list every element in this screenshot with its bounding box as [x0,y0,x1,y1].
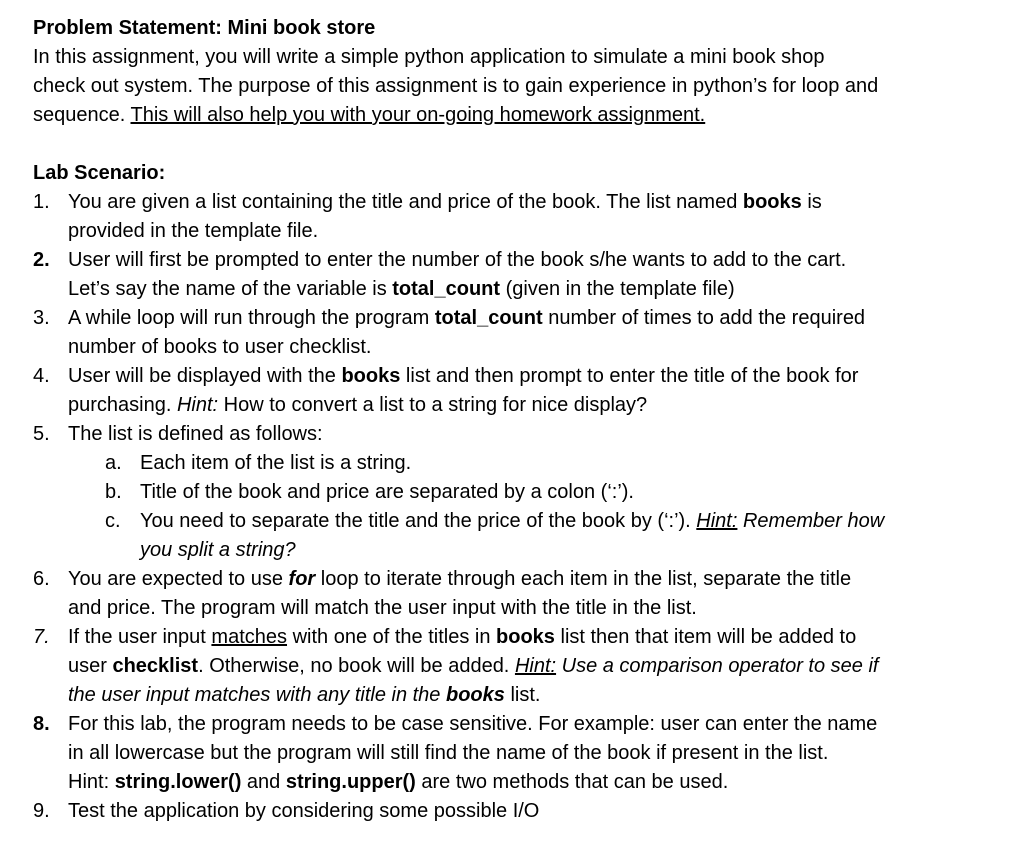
matches-word: matches [211,626,288,648]
item-text: provided in the template file. [68,220,319,242]
item-text: . Otherwise, no book will be added. [198,655,515,677]
item-text: The list is defined as follows: [68,423,323,445]
hint-label: Hint: [696,510,738,532]
problem-line-3 [33,101,993,130]
item-text: list then that item will be added to [554,626,857,648]
list-item-4 [33,362,993,420]
books-keyword: books [496,626,555,648]
lower-method: string.lower() [114,771,242,793]
item-number: 7. [33,626,50,648]
item-text: loop to iterate through each item in the list, separate the title [315,568,852,590]
paragraph-gap [33,130,993,159]
item-text: user [68,655,113,677]
sub-item-letter: a. [105,452,122,474]
lab-scenario-heading: Lab Scenario: [33,162,166,184]
item-number: 4. [33,365,50,387]
item-text: with one of the titles in [287,626,497,648]
item-text: For this lab, the program needs to be case sensitive. For example: user can enter the name [68,713,878,735]
item-number: 2. [33,249,50,271]
item-number: 1. [33,191,50,213]
item-text: How to convert a list to a string for nice display? [218,394,648,416]
problem-line-3-prefix: sequence. [33,104,131,126]
problem-line-2: check out system. The purpose of this assignment is to gain experience in python’s for loop and [33,75,879,97]
item-text: User will be displayed with the [68,365,342,387]
sub-item-letter: c. [105,510,121,532]
hint-label: Hint: [176,394,219,416]
item-text: You are expected to use [68,568,289,590]
sub-item-b [33,478,993,507]
document-page [33,14,993,826]
item-text: list. [504,684,541,706]
for-keyword: for [288,568,316,590]
sub-item-letter: b. [105,481,122,503]
problem-line-1: In this assignment, you will write a simple python application to simulate a mini book shop [33,46,825,68]
item-text: list and then prompt to enter the title of the book for [400,365,859,387]
item-text: (given in the template file) [500,278,735,300]
item-text: is [801,191,822,213]
item-text: If the user input [68,626,212,648]
hint-text: the user input matches with any title in the [68,684,446,706]
item-number: 8. [33,713,50,735]
hint-label: Hint: [514,655,557,677]
hint-text: Remember how [737,510,885,532]
item-text: are two methods that can be used. [415,771,729,793]
item-text: Each item of the list is a string. [140,452,412,474]
item-text: You are given a list containing the title and price of the book. The list named [68,191,743,213]
item-text: number of times to add the required [542,307,866,329]
homework-note: This will also help you with your on-going homework assignment. [130,104,706,126]
item-text: number of books to user checklist. [68,336,372,358]
books-keyword: books [445,684,505,706]
item-number: 6. [33,568,50,590]
list-item-6 [33,565,993,623]
hint-text: Use a comparison operator to see if [556,655,879,677]
list-item-9 [33,797,993,826]
checklist-keyword: checklist [112,655,199,677]
item-text: User will first be prompted to enter the number of the book s/he wants to add to the cart. [68,249,847,271]
list-item-3 [33,304,993,362]
item-text: and [241,771,286,793]
item-text: in all lowercase but the program will still find the name of the book if present in the list. [68,742,829,764]
item-number: 9. [33,800,50,822]
hint-text: you split a string? [140,539,296,561]
list-item-2 [33,246,993,304]
item-text: Hint: [68,771,115,793]
item-text: and price. The program will match the user input with the title in the list. [68,597,697,619]
list-item-8 [33,710,993,797]
list-item-7 [33,623,993,710]
books-keyword: books [341,365,401,387]
sub-item-a [33,449,993,478]
item-text: Title of the book and price are separated by a colon (‘:’). [140,481,634,503]
sub-item-c [33,507,993,565]
item-text: You need to separate the title and the price of the book by (‘:’). [140,510,697,532]
total-count-keyword: total_count [392,278,501,300]
upper-method: string.upper() [285,771,416,793]
item-text: Test the application by considering some possible I/O [68,800,540,822]
item-text: Let’s say the name of the variable is [68,278,393,300]
list-item-5 [33,420,993,449]
item-number: 5. [33,423,50,445]
books-keyword: books [742,191,802,213]
list-item-1 [33,188,993,246]
item-text: A while loop will run through the program [68,307,435,329]
total-count-keyword: total_count [434,307,543,329]
problem-title: Problem Statement: Mini book store [33,17,376,39]
item-text: purchasing. [68,394,177,416]
item-number: 3. [33,307,50,329]
